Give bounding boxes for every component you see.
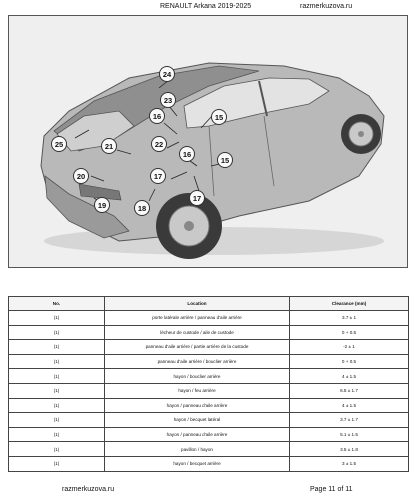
cell-location: panneau d'aile arrière / partie arrière de la custode xyxy=(105,340,290,355)
page-number: Page 11 of 11 xyxy=(310,486,353,493)
cell-location: panneau d'aile arrière / bouclier arrière xyxy=(105,354,290,369)
callout-22: 22 xyxy=(151,136,167,152)
cell-clearance: 0 + 0.5 xyxy=(290,354,409,369)
footer-site-link[interactable]: razmerkuzova.ru xyxy=(62,486,115,493)
table-row xyxy=(9,398,409,413)
table-row xyxy=(9,383,409,398)
table-row xyxy=(9,427,409,442)
callout-16a: 16 xyxy=(149,108,165,124)
cell-location: hayon / becquet latéral xyxy=(105,413,290,428)
header-site: razmerkuzova.ru xyxy=(300,3,353,10)
page-footer xyxy=(0,486,416,498)
cell-clearance: 3.7 ± 1.7 xyxy=(290,413,409,428)
cell-clearance: 3.7 ± 1 xyxy=(290,311,409,326)
header-location: Location xyxy=(105,297,290,311)
table-row xyxy=(9,311,409,326)
callout-19: 19 xyxy=(94,197,110,213)
callout-15a: 15 xyxy=(211,109,227,125)
cell-location: hayon / bouclier arrière xyxy=(105,369,290,384)
cell-number: (1) xyxy=(9,398,105,413)
table-row xyxy=(9,413,409,428)
cell-number: (1) xyxy=(9,442,105,457)
cell-clearance: 4 ± 1.5 xyxy=(290,398,409,413)
callout-16b: 16 xyxy=(179,146,195,162)
cell-clearance: 0 + 0.5 xyxy=(290,325,409,340)
cell-location: hayon / panneau d'aile arrière xyxy=(105,427,290,442)
clearance-table xyxy=(8,296,409,472)
callout-18: 18 xyxy=(134,200,150,216)
header-number: No. xyxy=(9,297,105,311)
cell-number: (1) xyxy=(9,354,105,369)
cell-number: (1) xyxy=(9,340,105,355)
table-row xyxy=(9,456,409,471)
cell-location: porte latérale arrière / panneau d'aile arrière xyxy=(105,311,290,326)
cell-location: pavillon / hayon xyxy=(105,442,290,457)
cell-location: hayon / feu arrière xyxy=(105,383,290,398)
cell-location: hayon / becquet arrière xyxy=(105,456,290,471)
car-illustration xyxy=(9,16,408,268)
document-title: RENAULT Arkana 2019-2025 xyxy=(160,3,252,10)
table-header-row xyxy=(9,297,409,311)
table-row xyxy=(9,354,409,369)
cell-clearance: 4 ± 1.5 xyxy=(290,369,409,384)
callout-15b: 15 xyxy=(217,152,233,168)
cell-location: hayon / panneau d'aile arrière xyxy=(105,398,290,413)
cell-number: (1) xyxy=(9,311,105,326)
callout-20: 20 xyxy=(73,168,89,184)
page-header xyxy=(0,3,416,15)
header-clearance: Clearance (mm) xyxy=(290,297,409,311)
cell-clearance: 3 ± 1.5 xyxy=(290,456,409,471)
car-figure xyxy=(8,15,408,268)
cell-number: (1) xyxy=(9,325,105,340)
cell-clearance: 3.5 ± 1.8 xyxy=(290,442,409,457)
cell-number: (1) xyxy=(9,383,105,398)
cell-clearance: -2 ± 1 xyxy=(290,340,409,355)
callout-21: 21 xyxy=(101,138,117,154)
cell-location: lécheur de custode / aile de custode xyxy=(105,325,290,340)
callout-24: 24 xyxy=(159,66,175,82)
cell-number: (1) xyxy=(9,369,105,384)
table-row xyxy=(9,325,409,340)
callout-17b: 17 xyxy=(189,190,205,206)
cell-clearance: 6.5 ± 1.7 xyxy=(290,383,409,398)
cell-number: (1) xyxy=(9,427,105,442)
callout-23: 23 xyxy=(160,92,176,108)
table-row xyxy=(9,369,409,384)
callout-17a: 17 xyxy=(150,168,166,184)
table-row xyxy=(9,340,409,355)
table-row xyxy=(9,442,409,457)
cell-number: (1) xyxy=(9,413,105,428)
callout-25: 25 xyxy=(51,136,67,152)
cell-clearance: 5.1 ± 1.5 xyxy=(290,427,409,442)
cell-number: (1) xyxy=(9,456,105,471)
